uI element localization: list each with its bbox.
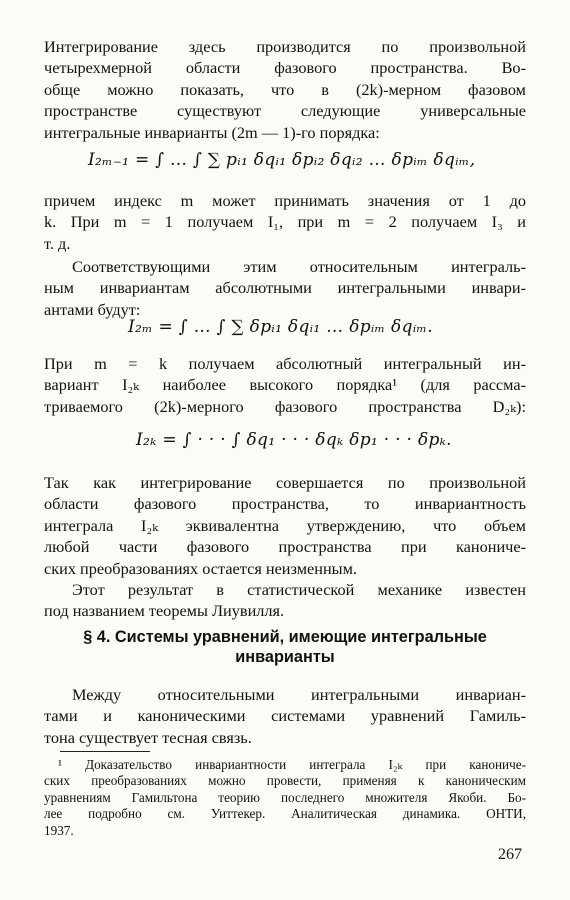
text-line: интегральные инварианты (2m — 1)-го порядка: <box>44 122 380 142</box>
text-line: ным инвариантам абсолютными интегральными инвари- <box>44 278 526 298</box>
footnote <box>44 757 526 839</box>
text-line: обще можно показать, что в (2k)-мерном фазовом <box>44 79 526 99</box>
footnote-line: ских преобразованиях можно провести, применяя к каноническим <box>44 773 526 789</box>
text-line: Между относительными интегральными инвариан- <box>72 685 526 704</box>
text-line: Соответствующими этим относительным интеграль- <box>72 257 526 276</box>
formula-absolute-invariant: I₂ₘ = ∫ … ∫ ∑ δpᵢ₁ δqᵢ₁ … δpᵢₘ δqᵢₘ. <box>128 317 433 337</box>
text-line: любой части фазового пространства при канониче- <box>44 537 526 557</box>
text-line: антами будут: <box>44 299 141 319</box>
paragraph-integration-domain <box>44 36 526 143</box>
section-heading-line: инварианты <box>235 648 335 666</box>
footnote-line: лее подробно см. Уиттекер. Аналитическая динамика. ОНТИ, <box>44 806 526 822</box>
text-line: пространстве существуют следующие универсальные <box>44 101 526 121</box>
text-line: четырехмерной области фазового пространства. Во- <box>44 58 526 78</box>
text-line: k. При m = 1 получаем I₁, при m = 2 получаем I₃ и <box>44 212 526 232</box>
paragraph-highest-order <box>44 353 526 417</box>
text-line: причем индекс m может принимать значения от 1 до <box>44 191 526 210</box>
formula-phase-volume: I₂ₖ = ∫ · · · ∫ δq₁ · · · δqₖ δp₁ · · · δpₖ. <box>136 430 452 450</box>
footnote-divider <box>60 751 150 752</box>
formula-relative-invariant: I₂ₘ₋₁ = ∫ … ∫ ∑ pᵢ₁ δqᵢ₁ δpᵢ₂ δqᵢ₂ … δpᵢₘ δqᵢₘ, <box>88 150 476 170</box>
section-heading-line: § 4. Системы уравнений, имеющие интегральные <box>83 628 487 646</box>
text-line: тона существует тесная связь. <box>44 727 252 747</box>
text-line: области фазового пространства, то инвариантность <box>44 494 526 514</box>
text-line: Этот результат в статистической механике известен <box>72 580 526 599</box>
footnote-line: 1937. <box>44 822 74 838</box>
text-line: триваемого (2k)-мерного фазового пространства D₂ₖ): <box>44 396 526 416</box>
paragraph-absolute-invariants <box>44 256 526 320</box>
paragraph-hamilton-link <box>44 684 526 748</box>
section-heading <box>44 627 526 667</box>
paragraph-volume-invariance <box>44 472 526 579</box>
text-line: При m = k получаем абсолютный интегральный ин- <box>44 354 526 373</box>
text-line: под названием теоремы Лиувилля. <box>44 601 285 621</box>
text-line: вариант I₂ₖ наиболее высокого порядка¹ (для рассма- <box>44 375 526 395</box>
footnote-line: уравнениям Гамильтона теорию последнего множителя Якоби. Бо- <box>44 789 526 805</box>
paragraph-liouville <box>44 579 526 622</box>
text-line: интеграла I₂ₖ эквивалентна утверждению, что объем <box>44 515 526 535</box>
text-line: ских преобразованиях остается неизменным. <box>44 558 357 578</box>
footnote-line: ¹ Доказательство инвариантности интеграла I₂ₖ при канониче- <box>58 757 526 772</box>
text-line: Так как интегрирование совершается по произвольной <box>44 473 526 492</box>
text-line: т. д. <box>44 233 71 253</box>
page-number: 267 <box>498 846 522 863</box>
text-line: тами и каноническими системами уравнений Гамиль- <box>44 706 526 726</box>
paragraph-index-m <box>44 190 526 254</box>
text-line: Интегрирование здесь производится по произвольной <box>44 37 526 56</box>
